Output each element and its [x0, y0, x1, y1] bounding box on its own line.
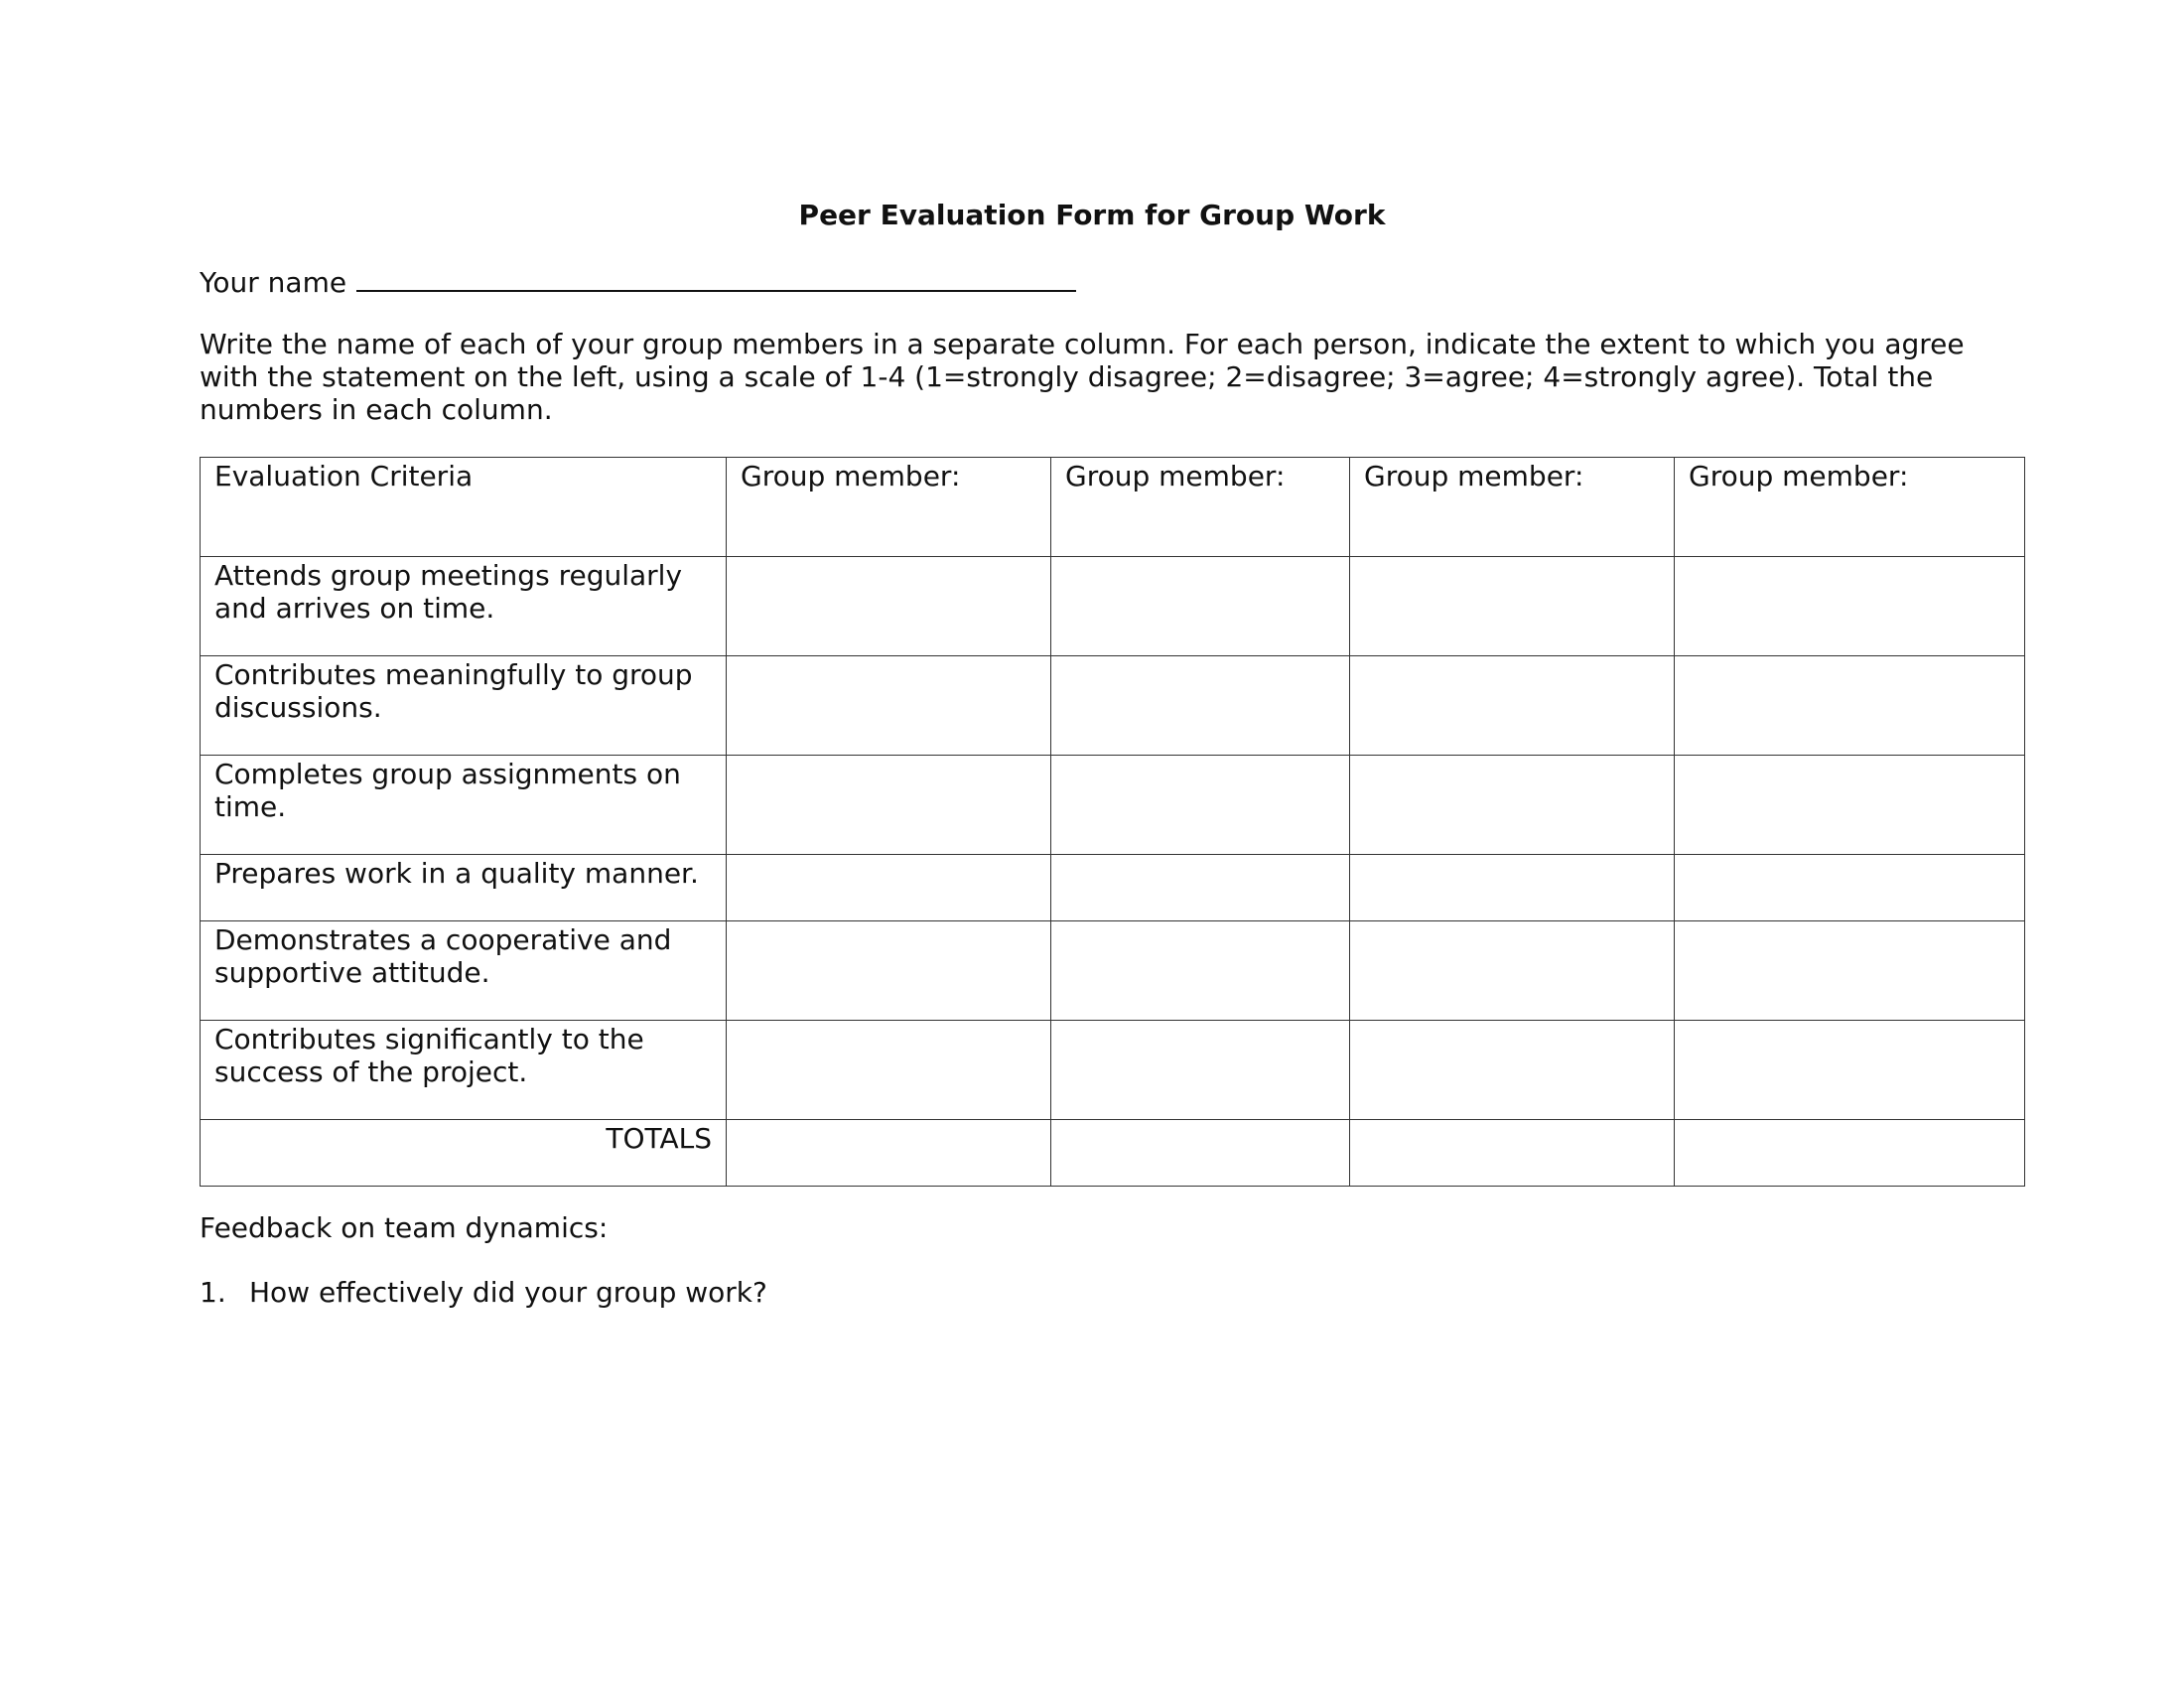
header-group-member-3[interactable]: Group member:	[1350, 458, 1675, 557]
score-cell[interactable]	[727, 756, 1051, 855]
page-title: Peer Evaluation Form for Group Work	[798, 199, 1386, 231]
criteria-label: Prepares work in a quality manner.	[201, 855, 727, 921]
your-name-field[interactable]	[356, 262, 1076, 292]
table-row	[201, 557, 2025, 656]
question-number: 1.	[200, 1276, 226, 1309]
score-cell[interactable]	[727, 1021, 1051, 1120]
score-cell[interactable]	[1675, 656, 2025, 756]
feedback-heading: Feedback on team dynamics:	[200, 1211, 609, 1244]
score-cell[interactable]	[1051, 855, 1350, 921]
score-cell[interactable]	[1051, 557, 1350, 656]
table-row	[201, 855, 2025, 921]
evaluation-table	[200, 457, 2025, 1187]
score-cell[interactable]	[1675, 756, 2025, 855]
table-header-row	[201, 458, 2025, 557]
criteria-label: Contributes meaningfully to group discussions.	[201, 656, 727, 756]
criteria-label: Attends group meetings regularly and arrives on time.	[201, 557, 727, 656]
table-row	[201, 656, 2025, 756]
score-cell[interactable]	[1350, 756, 1675, 855]
score-cell[interactable]	[1350, 921, 1675, 1021]
criteria-label: Demonstrates a cooperative and supportive attitude.	[201, 921, 727, 1021]
criteria-label: Contributes significantly to the success of the project.	[201, 1021, 727, 1120]
instructions-text: Write the name of each of your group members in a separate column. For each person, indicate the extent to which you agree with the statement on the left, using a scale of 1-4 (1=strongly disagree; 2=disagree; 3=agree; 4=strongly agree). Total the numbers in each column.	[200, 328, 1965, 426]
total-cell[interactable]	[1051, 1120, 1350, 1187]
total-cell[interactable]	[727, 1120, 1051, 1187]
score-cell[interactable]	[1350, 855, 1675, 921]
your-name-label: Your name	[200, 266, 347, 299]
score-cell[interactable]	[1675, 1021, 2025, 1120]
header-group-member-4[interactable]: Group member:	[1675, 458, 2025, 557]
score-cell[interactable]	[1051, 656, 1350, 756]
score-cell[interactable]	[1675, 855, 2025, 921]
header-group-member-2[interactable]: Group member:	[1051, 458, 1350, 557]
table-row	[201, 756, 2025, 855]
table-row	[201, 1021, 2025, 1120]
score-cell[interactable]	[1051, 1021, 1350, 1120]
header-group-member-1[interactable]: Group member:	[727, 458, 1051, 557]
score-cell[interactable]	[1675, 921, 2025, 1021]
score-cell[interactable]	[727, 557, 1051, 656]
score-cell[interactable]	[727, 656, 1051, 756]
criteria-label: Completes group assignments on time.	[201, 756, 727, 855]
totals-label: TOTALS	[201, 1120, 727, 1187]
table-row	[201, 921, 2025, 1021]
score-cell[interactable]	[1350, 557, 1675, 656]
score-cell[interactable]	[1051, 756, 1350, 855]
totals-row	[201, 1120, 2025, 1187]
score-cell[interactable]	[727, 921, 1051, 1021]
feedback-question	[200, 1276, 767, 1309]
score-cell[interactable]	[1350, 656, 1675, 756]
your-name-row	[200, 262, 1076, 299]
question-text: How effectively did your group work?	[249, 1276, 767, 1309]
score-cell[interactable]	[1350, 1021, 1675, 1120]
total-cell[interactable]	[1675, 1120, 2025, 1187]
total-cell[interactable]	[1350, 1120, 1675, 1187]
score-cell[interactable]	[1675, 557, 2025, 656]
header-evaluation-criteria: Evaluation Criteria	[201, 458, 727, 557]
score-cell[interactable]	[727, 855, 1051, 921]
score-cell[interactable]	[1051, 921, 1350, 1021]
